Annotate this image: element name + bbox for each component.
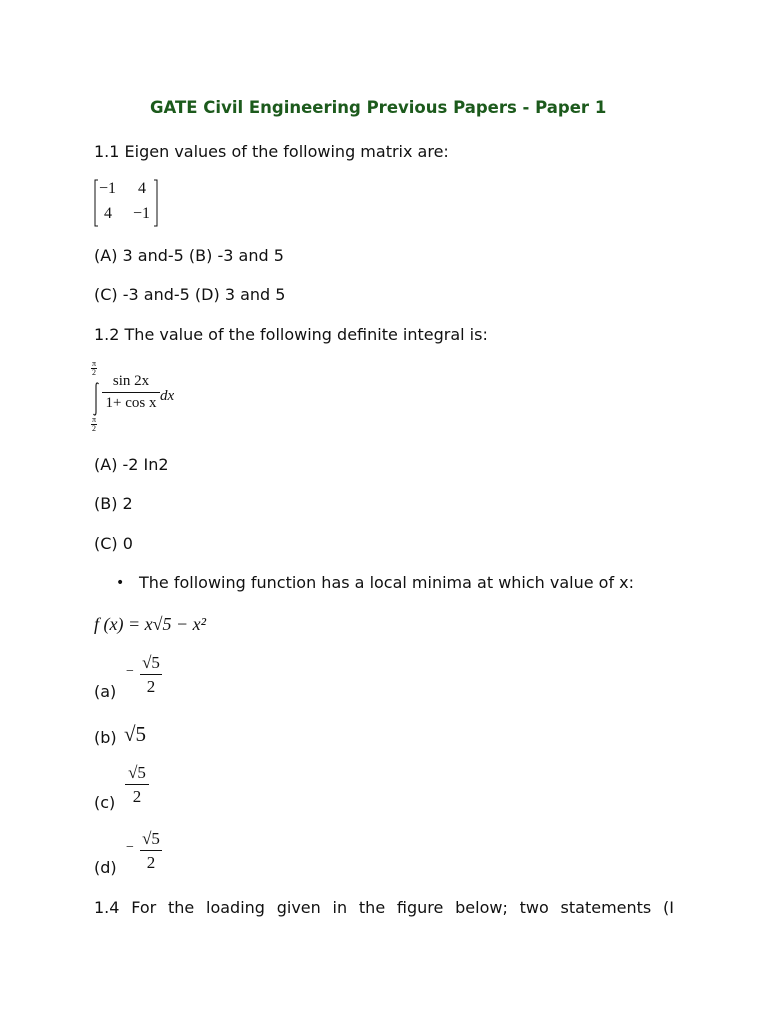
option-b-value: √5 (124, 722, 147, 746)
option-d-numerator: √5 (142, 829, 160, 848)
question-1-3-text: The following function has a local minima at which value of x: (139, 573, 635, 592)
option-c-label: (c) (94, 793, 116, 812)
question-1-2-option-a: (A) -2 In2 (94, 455, 169, 474)
matrix-cell-r1c2: 4 (138, 180, 146, 197)
integrand-denominator: 1+ cos x (105, 395, 157, 411)
question-1-2-option-c: (C) 0 (94, 534, 133, 553)
upper-limit-numerator: π (91, 359, 97, 368)
integral-upper-limit (91, 360, 97, 377)
definite-integral (90, 358, 190, 438)
option-d-denominator: 2 (146, 853, 156, 872)
option-a-denominator: 2 (146, 677, 156, 696)
question-1-2-text: 1.2 The value of the following definite integral is: (94, 325, 488, 344)
integral-sign-icon (92, 382, 100, 416)
integrand-fraction (102, 374, 160, 411)
bullet-icon: • (116, 575, 125, 591)
question-1-1-options-line1: (A) 3 and-5 (B) -3 and 5 (94, 246, 284, 265)
option-b-label: (b) (94, 728, 117, 747)
lower-limit-numerator: π (91, 415, 97, 424)
option-d-minus: − (126, 840, 134, 855)
integral-lower-limit (91, 416, 97, 433)
upper-limit-denominator: 2 (92, 368, 96, 377)
option-d-fraction (140, 830, 162, 871)
option-a-numerator: √5 (142, 653, 160, 672)
option-a-minus: − (126, 664, 134, 679)
option-a-label: (a) (94, 682, 117, 701)
matrix-cell-r2c1: 4 (104, 205, 112, 222)
question-1-2-option-b: (B) 2 (94, 494, 133, 513)
option-c-numerator: √5 (128, 763, 146, 782)
question-1-1-options-line2: (C) -3 and-5 (D) 3 and 5 (94, 285, 286, 304)
integral-dx: dx (160, 388, 175, 404)
matrix-cell-r1c1: −1 (99, 180, 117, 197)
question-1-1-text: 1.1 Eigen values of the following matrix are: (94, 142, 449, 161)
option-d-label: (d) (94, 858, 117, 877)
function-expression: f (x) = x√5 − x² (94, 614, 207, 634)
lower-limit-denominator: 2 (92, 424, 96, 433)
integrand-numerator: sin 2x (112, 373, 150, 389)
matrix-cell-r2c2: −1 (133, 205, 151, 222)
option-c-denominator: 2 (132, 787, 142, 806)
option-c-fraction (125, 764, 149, 805)
eigen-matrix (93, 178, 159, 228)
question-1-4-text: 1.4 For the loading given in the figure below; two statements (I (94, 898, 674, 917)
page-title: GATE Civil Engineering Previous Papers - Paper 1 (150, 98, 607, 117)
option-a-fraction (140, 654, 162, 695)
